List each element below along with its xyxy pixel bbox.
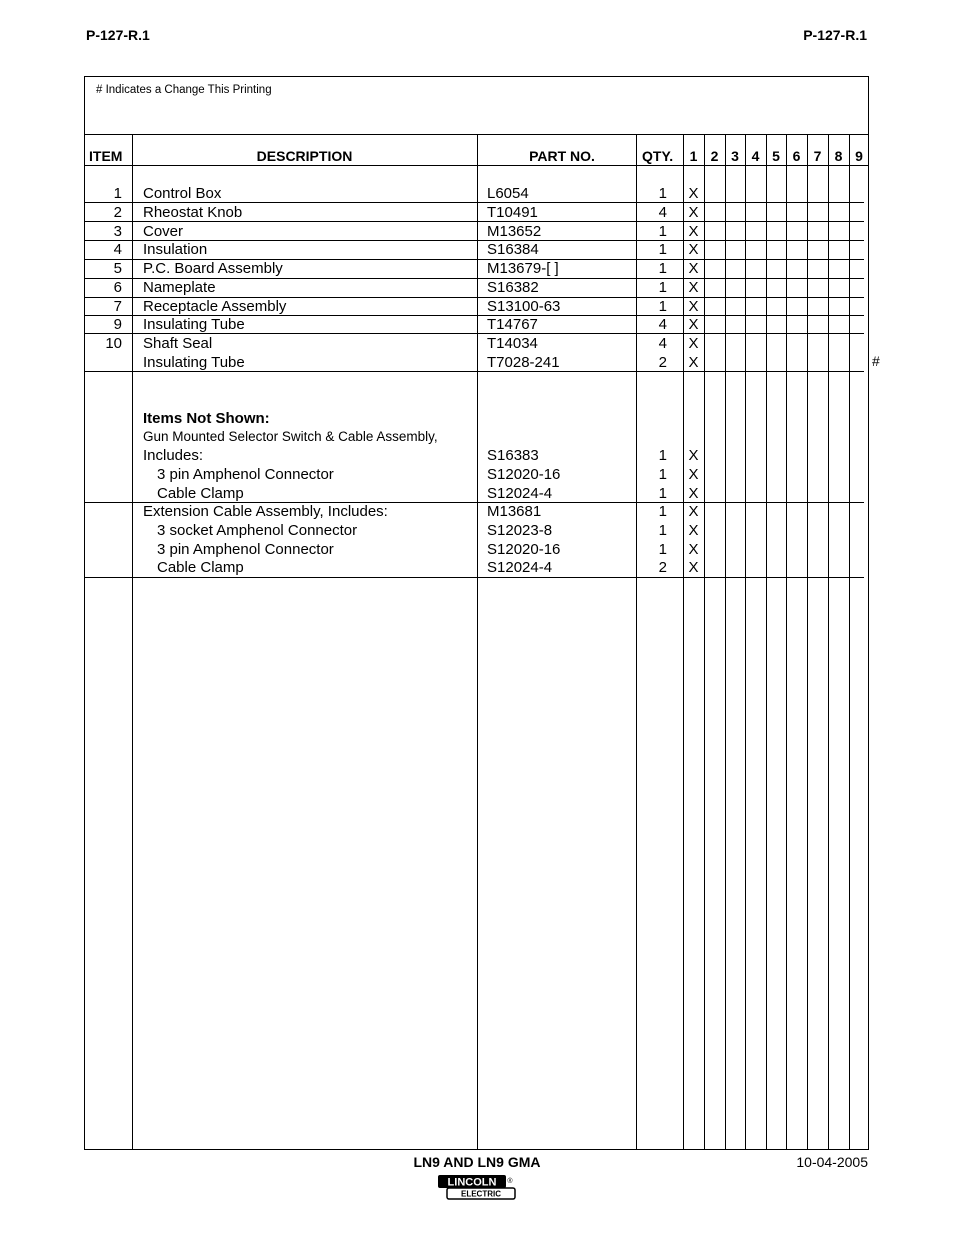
row-description: 3 pin Amphenol Connector: [157, 541, 334, 558]
page-code-left: P-127-R.1: [86, 27, 150, 43]
row-description: Insulating Tube: [143, 316, 245, 333]
not-shown-group1-title: Gun Mounted Selector Switch & Cable Assembly,: [143, 429, 438, 444]
row-model-1-mark: X: [688, 204, 699, 221]
row-description: Insulating Tube: [143, 354, 245, 371]
row-part-no: S16382: [487, 279, 539, 296]
row-description: Extension Cable Assembly, Includes:: [143, 503, 388, 520]
row-description: Cable Clamp: [157, 485, 244, 502]
row-model-1-mark: X: [688, 466, 699, 483]
row-description: Cable Clamp: [157, 559, 244, 576]
col-divider-description: [477, 134, 478, 1150]
col-header-model-1: 1: [689, 148, 698, 164]
row-item: 2: [113, 204, 122, 221]
row-part-no: S13100-63: [487, 298, 561, 315]
row-part-no: S16384: [487, 241, 539, 258]
row-qty: 1: [658, 260, 667, 277]
row-qty: 1: [658, 466, 667, 483]
row-qty: 1: [658, 447, 667, 464]
col-divider-m7: [828, 134, 829, 1150]
row-description: Shaft Seal: [143, 335, 213, 352]
row-description: Cover: [143, 223, 184, 240]
col-divider-m8: [849, 134, 850, 1150]
row-part-no: S12024-4: [487, 559, 553, 576]
lincoln-electric-logo: [437, 1174, 517, 1200]
row-qty: 1: [658, 485, 667, 502]
row-part-no: M13679-[ ]: [487, 260, 559, 277]
row-item: 5: [113, 260, 122, 277]
row-qty: 1: [658, 522, 667, 539]
col-header-model-9: 9: [855, 148, 863, 164]
col-header-qty: QTY.: [642, 148, 674, 164]
col-divider-m5: [786, 134, 787, 1150]
logo-text-top: LINCOLN: [447, 1176, 497, 1189]
logo-registered-mark: ®: [507, 1178, 513, 1185]
row-qty: 4: [658, 316, 667, 333]
row-model-1-mark: X: [688, 316, 699, 333]
row-part-no: S12024-4: [487, 485, 553, 502]
row-part-no: T10491: [487, 204, 538, 221]
col-divider-item: [132, 134, 133, 1150]
row-item: 7: [113, 298, 122, 315]
row-model-1-mark: X: [688, 503, 699, 520]
row-qty: 1: [658, 223, 667, 240]
row-model-1-mark: X: [688, 223, 699, 240]
row-qty: 1: [658, 279, 667, 296]
row-qty: 1: [658, 503, 667, 520]
row-qty: 1: [658, 185, 667, 202]
logo-text-bottom: ELECTRIC: [461, 1189, 501, 1199]
row-model-1-mark: X: [688, 354, 699, 371]
row-divider: [84, 333, 864, 334]
row-item: 4: [113, 241, 122, 258]
not-shown-heading: Items Not Shown:: [143, 410, 270, 427]
row-divider: [84, 577, 864, 578]
row-description: Nameplate: [143, 279, 216, 296]
row-description: P.C. Board Assembly: [143, 260, 283, 277]
row-model-1-mark: X: [688, 522, 699, 539]
col-header-model-7: 7: [813, 148, 822, 164]
row-model-1-mark: X: [688, 185, 699, 202]
row-part-no: S12020-16: [487, 541, 561, 558]
row-divider: [84, 371, 864, 372]
row-model-1-mark: X: [688, 559, 699, 576]
change-note: # Indicates a Change This Printing: [96, 84, 272, 96]
row-model-1-mark: X: [688, 260, 699, 277]
row-qty: 1: [658, 298, 667, 315]
row-description: Insulation: [143, 241, 208, 258]
row-qty: 4: [658, 335, 667, 352]
row-part-no: S16383: [487, 447, 539, 464]
col-divider-m1: [704, 134, 705, 1150]
row-model-1-mark: X: [688, 335, 699, 352]
row-part-no: T14767: [487, 316, 538, 333]
row-part-no: L6054: [487, 185, 529, 202]
row-part-no: T14034: [487, 335, 538, 352]
row-part-no: M13681: [487, 503, 542, 520]
col-divider-m3: [745, 134, 746, 1150]
page-code-right: P-127-R.1: [803, 27, 867, 43]
change-mark: #: [872, 353, 880, 369]
col-header-model-5: 5: [772, 148, 780, 164]
row-qty: 1: [658, 541, 667, 558]
col-header-partno: PART NO.: [529, 148, 595, 164]
row-divider: [84, 202, 864, 203]
col-divider-m4: [766, 134, 767, 1150]
row-description: Control Box: [143, 185, 222, 202]
row-qty: 2: [658, 354, 667, 371]
col-divider-partno: [636, 134, 637, 1150]
row-model-1-mark: X: [688, 279, 699, 296]
col-divider-m2: [725, 134, 726, 1150]
document-date: 10-04-2005: [796, 1154, 868, 1170]
row-qty: 1: [658, 241, 667, 258]
row-description: Includes:: [143, 447, 204, 464]
row-description: 3 socket Amphenol Connector: [157, 522, 358, 539]
col-divider-m6: [807, 134, 808, 1150]
row-qty: 4: [658, 204, 667, 221]
row-part-no: S12020-16: [487, 466, 561, 483]
row-model-1-mark: X: [688, 447, 699, 464]
document-title: LN9 AND LN9 GMA: [413, 1154, 541, 1170]
row-qty: 2: [658, 559, 667, 576]
row-part-no: T7028-241: [487, 354, 560, 371]
col-header-model-8: 8: [834, 148, 843, 164]
col-header-model-2: 2: [710, 148, 719, 164]
row-description: Receptacle Assembly: [143, 298, 287, 315]
row-part-no: S12023-8: [487, 522, 553, 539]
row-item: 9: [113, 316, 122, 333]
col-header-model-3: 3: [731, 148, 739, 164]
row-description: Rheostat Knob: [143, 204, 243, 221]
col-header-description: DESCRIPTION: [256, 148, 353, 164]
col-header-model-4: 4: [751, 148, 760, 164]
col-header-model-6: 6: [792, 148, 801, 164]
row-model-1-mark: X: [688, 241, 699, 258]
row-item: 6: [113, 279, 122, 296]
row-item: 10: [105, 335, 122, 352]
row-item: 3: [113, 223, 122, 240]
row-part-no: M13652: [487, 223, 542, 240]
row-divider: [84, 221, 864, 222]
col-header-item: ITEM: [89, 148, 123, 164]
row-model-1-mark: X: [688, 485, 699, 502]
row-model-1-mark: X: [688, 298, 699, 315]
row-model-1-mark: X: [688, 541, 699, 558]
row-item: 1: [113, 185, 122, 202]
row-description: 3 pin Amphenol Connector: [157, 466, 334, 483]
